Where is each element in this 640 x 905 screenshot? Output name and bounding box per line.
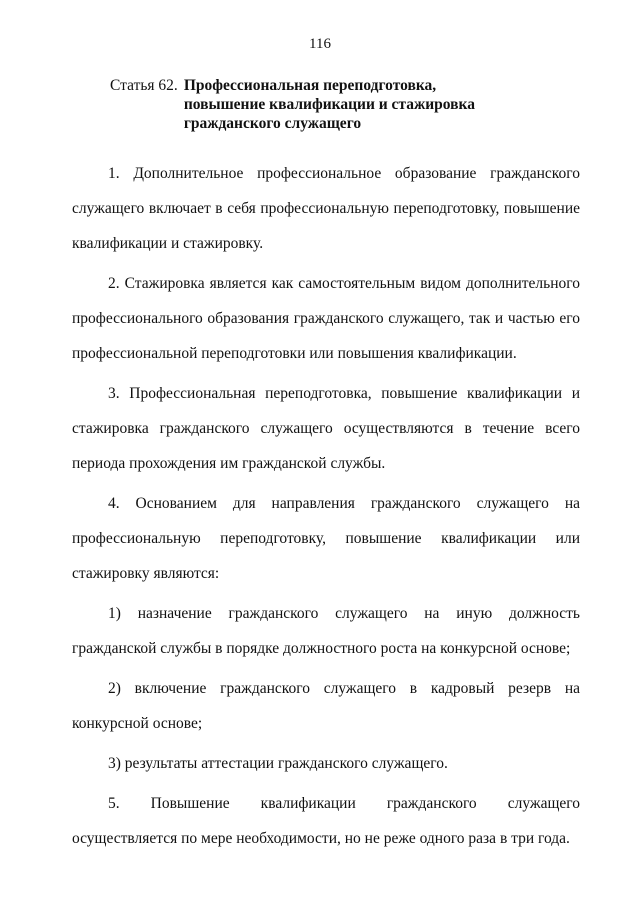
list-item-2: 2) включение гражданского служащего в кадровый резерв на конкурсной основе; [72,680,580,732]
paragraph-4: 4. Основанием для направления гражданского служащего на профессиональную переподготовку, повышение квалификации или стажировку являются: [72,495,580,582]
article-title [184,76,475,133]
paragraph-1: 1. Дополнительное профессиональное образование гражданского служащего включает в себя профессиональную переподготовку, повышение квалификации и стажировку. [72,165,580,252]
article-title-line: повышение квалификации и стажировка [183,96,475,113]
list-item-1: 1) назначение гражданского служащего на иную должность гражданской службы в порядке должностного роста на конкурсной основе; [72,605,580,657]
article-title-line: гражданского служащего [183,115,362,132]
article-heading [110,76,590,133]
article-title-line: Профессиональная переподготовка, [183,77,437,94]
paragraph-2: 2. Стажировка является как самостоятельным видом дополнительного профессионального образования гражданского служащего, так и частью его профессиональной переподготовки или повышения квалификации. [72,275,580,362]
article-body [72,156,580,861]
page-number: 116 [309,36,331,52]
paragraph-3: 3. Профессиональная переподготовка, повышение квалификации и стажировка гражданского служащего осуществляются в течение всего периода прохождения им гражданской службы. [72,385,580,472]
paragraph-5: 5. Повышение квалификации гражданского служащего осуществляется по мере необходимости, но не реже одного раза в три года. [72,795,580,847]
list-item-3: 3) результаты аттестации гражданского служащего. [108,755,448,772]
article-label: Статья 62. [110,77,178,94]
